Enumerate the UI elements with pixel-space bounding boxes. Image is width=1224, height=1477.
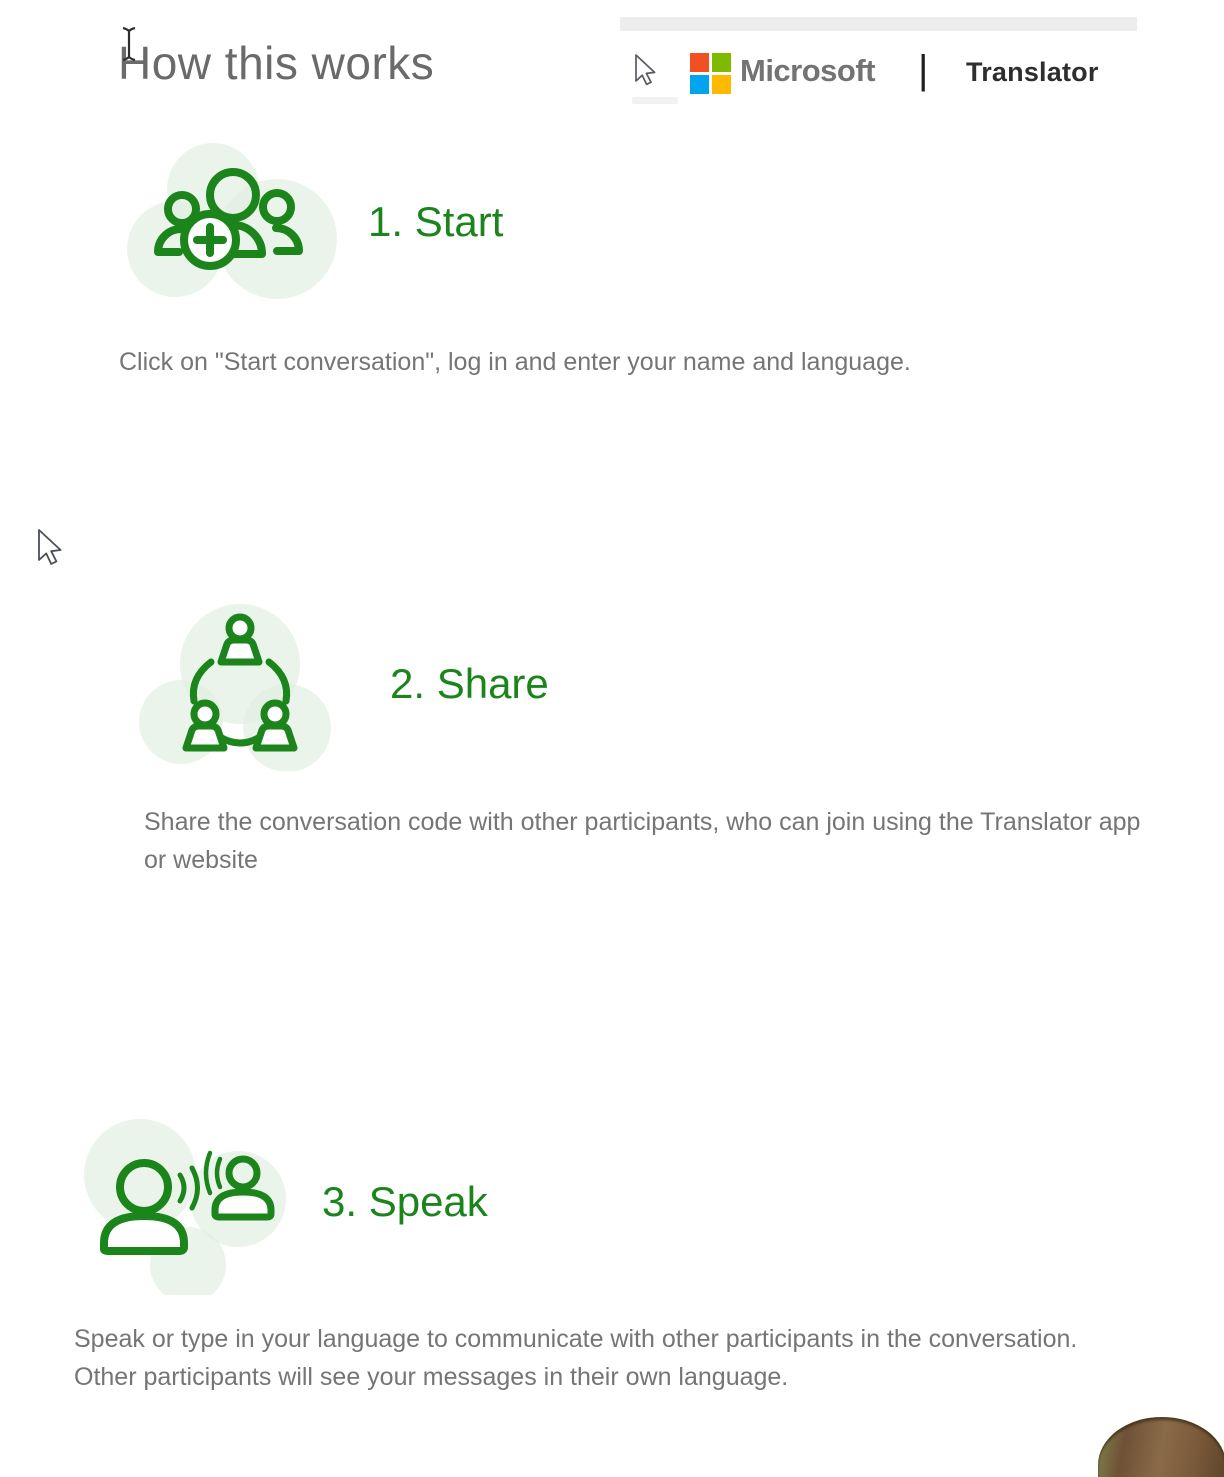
step-1-heading: 1. Start: [368, 198, 504, 245]
text-ibeam-cursor: [120, 26, 138, 62]
arrow-cursor: [36, 528, 64, 568]
page-title: How this works: [118, 37, 435, 89]
ms-square-green: [712, 53, 731, 72]
people-add-icon: [115, 137, 350, 302]
step-2-heading: 2. Share: [390, 660, 549, 707]
people-speaking-icon: [68, 1115, 298, 1295]
small-gray-bar: [632, 97, 678, 104]
microsoft-logo-icon[interactable]: [690, 53, 731, 94]
step-1-description: Click on "Start conversation", log in and enter your name and language.: [119, 348, 911, 376]
ms-square-yellow: [712, 75, 731, 94]
arrow-cursor: [634, 54, 658, 88]
step-3-heading: 3. Speak: [322, 1178, 488, 1225]
person-head-photo-peek: [1098, 1417, 1224, 1477]
step-3-description: Speak or type in your language to communicate with other participants in the conversation. Other participants will see your messages in their own language.: [74, 1325, 1078, 1391]
ms-square-red: [690, 53, 709, 72]
step-2-description: Share the conversation code with other participants, who can join using the Translator app or website: [144, 808, 1141, 874]
translator-link[interactable]: Translator: [966, 57, 1099, 87]
brand-divider: |: [918, 48, 929, 92]
header-top-bar: [620, 17, 1137, 31]
microsoft-wordmark[interactable]: Microsoft: [740, 53, 875, 88]
share-network-icon: [135, 596, 345, 771]
ms-square-blue: [690, 75, 709, 94]
